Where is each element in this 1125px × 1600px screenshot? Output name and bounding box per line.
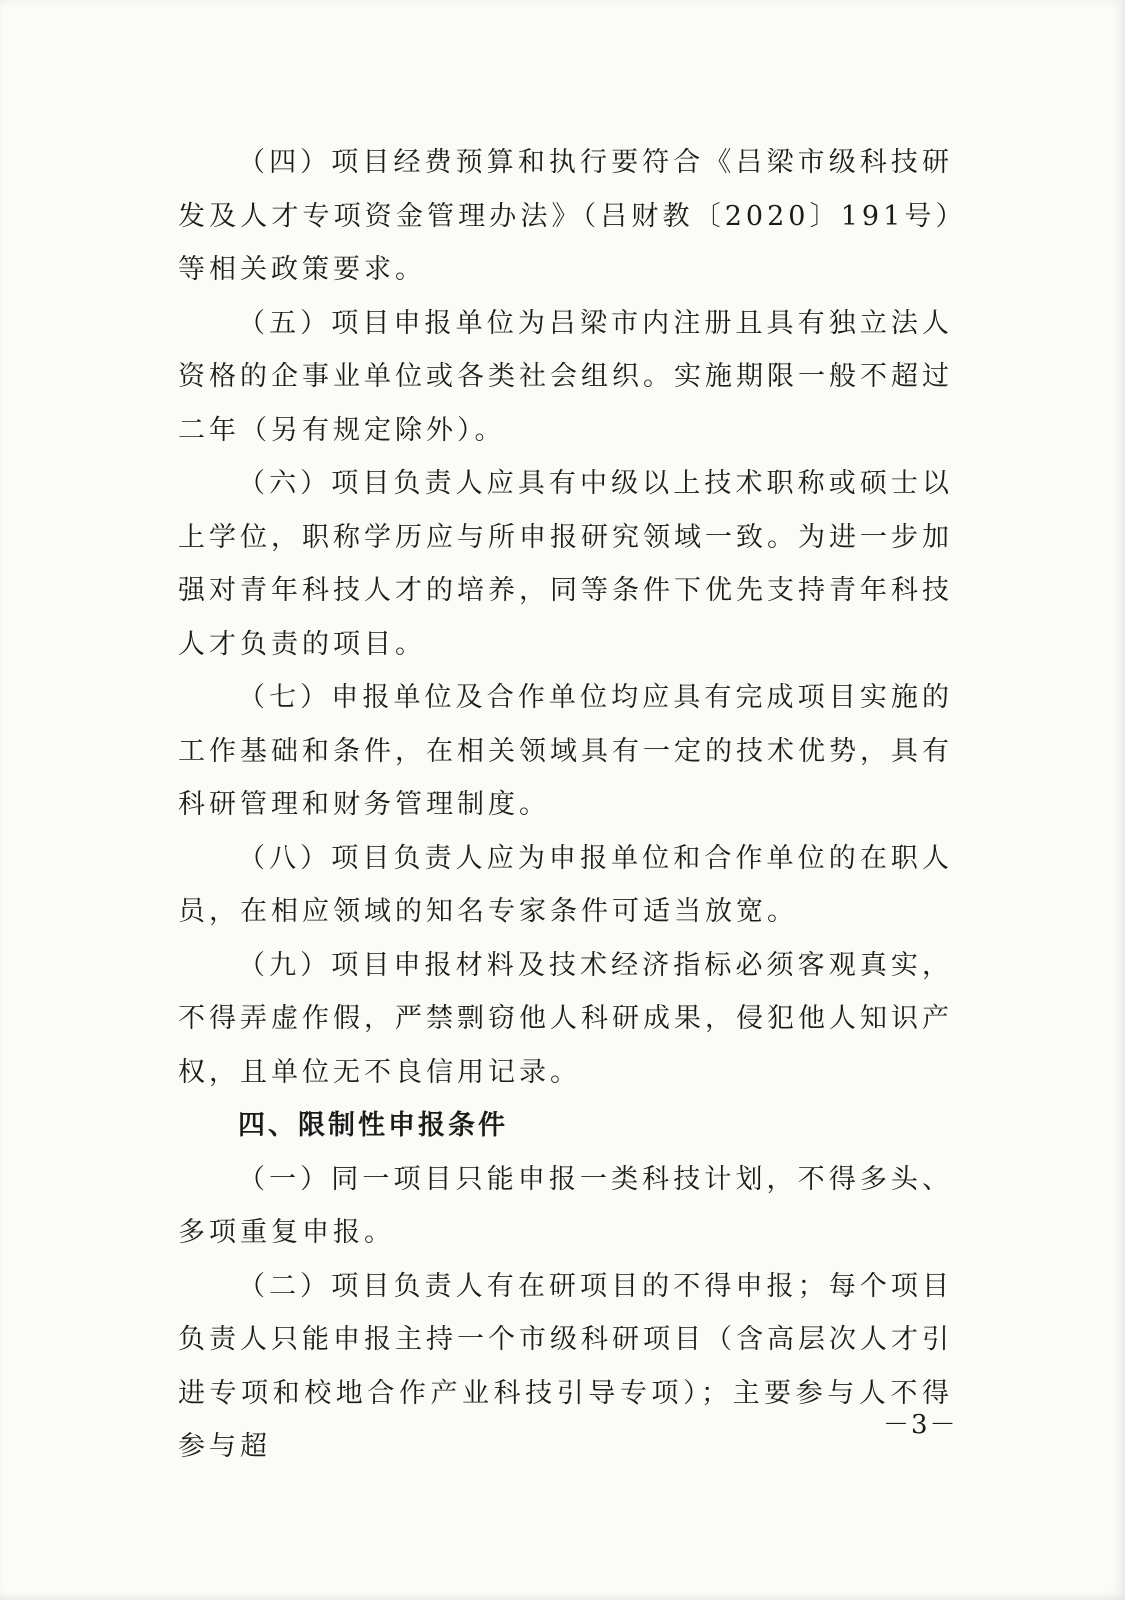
- paragraph-8: （八）项目负责人应为申报单位和合作单位的在职人员，在相应领域的知名专家条件可适当放宽。: [178, 842, 953, 927]
- paragraph-7: （七）申报单位及合作单位均应具有完成项目实施的工作基础和条件，在相关领域具有一定的技术优势，具有科研管理和财务管理制度。: [178, 682, 953, 820]
- restriction-paragraph-1: （一）同一项目只能申报一类科技计划，不得多头、多项重复申报。: [178, 1163, 953, 1248]
- paragraph-6: （六）项目负责人应具有中级以上技术职称或硕士以上学位，职称学历应与所申报研究领域一致。为进一步加强对青年科技人才的培养，同等条件下优先支持青年科技人才负责的项目。: [178, 468, 953, 660]
- paragraph-4: （四）项目经费预算和执行要符合《吕梁市级科技研发及人才专项资金管理办法》（吕财教〔2020〕191号）等相关政策要求。: [178, 147, 953, 285]
- paragraph-5: （五）项目申报单位为吕梁市内注册且具有独立法人资格的企事业单位或各类社会组织。实施期限一般不超过二年（另有规定除外）。: [178, 307, 953, 446]
- paragraph-9: （九）项目申报材料及技术经济指标必须客观真实，不得弄虚作假，严禁剽窃他人科研成果，侵犯他人知识产权，且单位无不良信用记录。: [178, 949, 953, 1088]
- document-body: [178, 136, 953, 1474]
- section-heading: 四、限制性申报条件: [238, 1110, 508, 1141]
- restriction-paragraph-2: （二）项目负责人有在研项目的不得申报；每个项目负责人只能申报主持一个市级科研项目（含高层次人才引进专项和校地合作产业科技引导专项）；主要参与人不得参与超: [178, 1270, 953, 1462]
- page-number: －3－: [883, 1410, 958, 1440]
